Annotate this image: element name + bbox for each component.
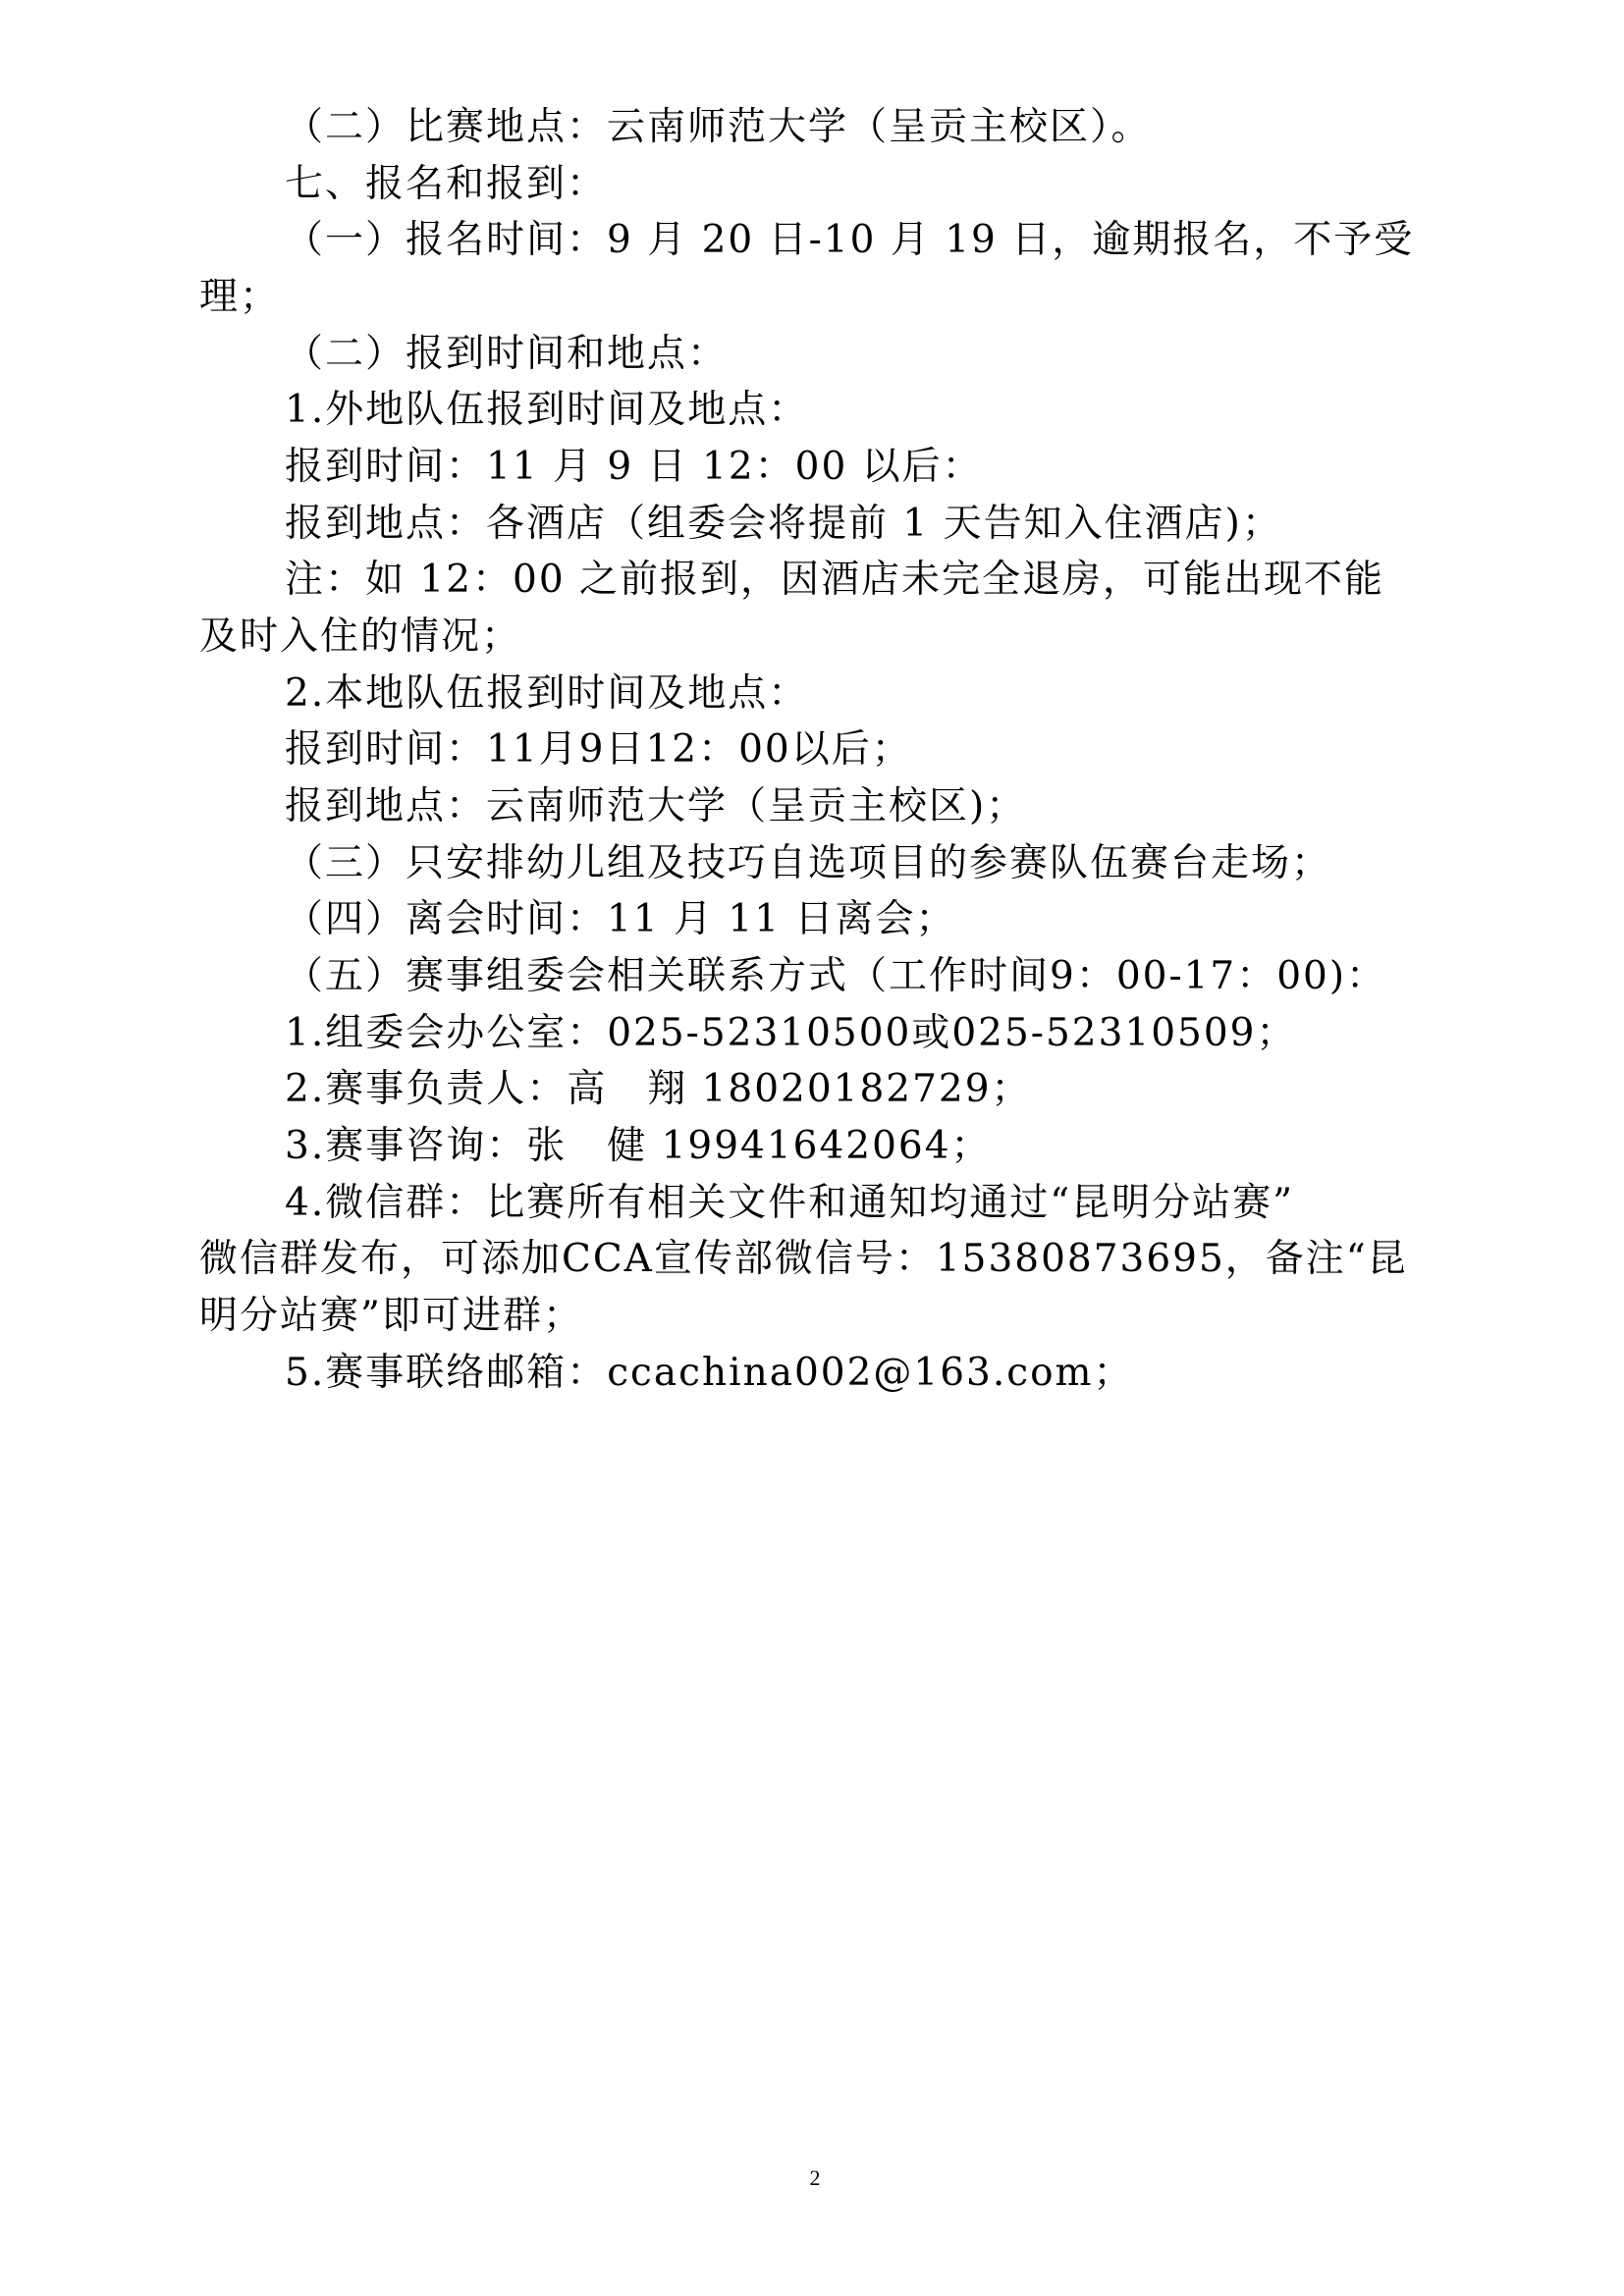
wechat-group-line: 4.微信群：比赛所有相关文件和通知均通过“昆明分站赛”: [285, 1181, 1295, 1225]
out-of-town-check-in-time: 报到时间：11 月 9 日 12：00 以后：: [285, 445, 983, 489]
event-manager-line: 2.赛事负责人：高 翔 18020182729；: [285, 1067, 1032, 1111]
out-of-town-teams-heading: 1.外地队伍报到时间及地点：: [285, 388, 809, 432]
section-heading-registration: 七、报名和报到：: [285, 162, 608, 206]
office-phone-line: 1.组委会办公室：025-52310500或025-52310509；: [285, 1011, 1297, 1055]
contact-email-line: 5.赛事联络邮箱：ccachina002@163.com；: [285, 1351, 1134, 1395]
departure-time-line: （四）离会时间：11 月 11 日离会；: [285, 897, 956, 941]
wechat-group-continuation-1: 微信群发布，可添加CCA宣传部微信号：15380873695，备注“昆: [199, 1237, 1408, 1281]
stage-walkthrough-line: （三）只安排幼儿组及技巧自选项目的参赛队伍赛台走场；: [285, 841, 1332, 885]
local-check-in-place: 报到地点：云南师范大学（呈贡主校区)；: [285, 784, 1027, 828]
contact-info-heading: （五）赛事组委会相关联系方式（工作时间9：00-17：00)：: [285, 954, 1387, 998]
event-inquiry-line: 3.赛事咨询：张 健 19941642064；: [285, 1124, 992, 1168]
page-number: 2: [809, 2165, 821, 2190]
wechat-group-continuation-2: 明分站赛”即可进群；: [199, 1294, 583, 1338]
venue-line: （二）比赛地点：云南师范大学（呈贡主校区）。: [285, 105, 1152, 149]
registration-time-continuation: 理；: [199, 275, 281, 319]
check-in-note-continuation: 及时入住的情况；: [199, 614, 522, 659]
local-check-in-time: 报到时间：11月9日12：00以后；: [285, 727, 912, 772]
registration-time-line: （一）报名时间：9 月 20 日-10 月 19 日，逾期报名，不予受: [285, 218, 1415, 262]
check-in-heading: （二）报到时间和地点：: [285, 332, 729, 376]
check-in-note: 注：如 12：00 之前报到，因酒店未完全退房，可能出现不能: [285, 558, 1385, 602]
out-of-town-check-in-place: 报到地点：各酒店（组委会将提前 1 天告知入住酒店)；: [285, 502, 1282, 546]
local-teams-heading: 2.本地队伍报到时间及地点：: [285, 671, 809, 716]
